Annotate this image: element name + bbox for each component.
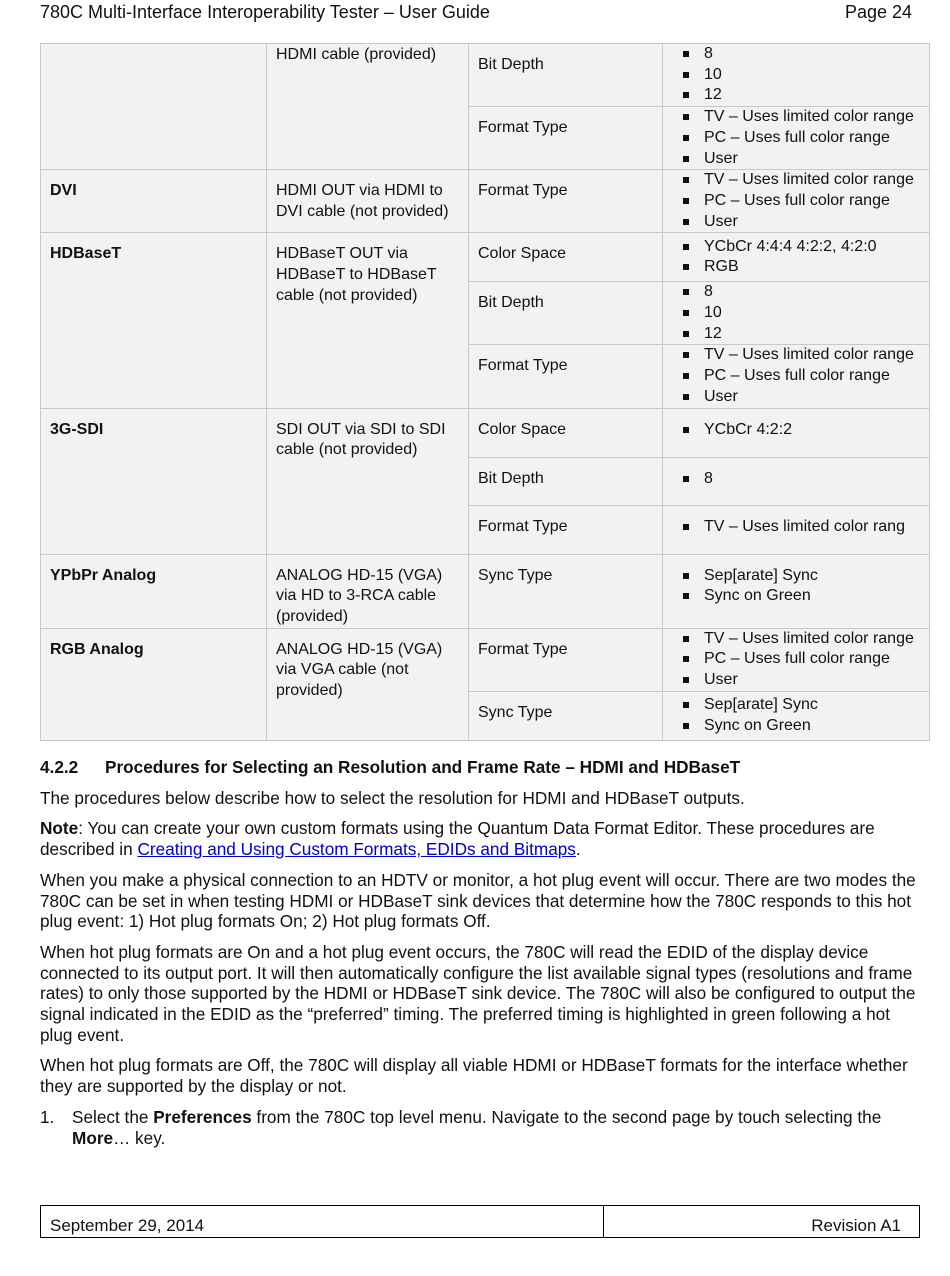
list-item: TV – Uses limited color range [672,345,920,366]
list-item: User [672,212,920,233]
list-item: User [672,670,920,691]
table-row [41,628,930,691]
parameter-cell: Color Space [469,233,663,282]
parameter-cell: Format Type [469,107,663,170]
options-cell [663,408,930,457]
list-item: Sync on Green [672,716,920,737]
connection-cell: ANALOG HD-15 (VGA) via VGA cable (not provided) [267,628,469,740]
footer-revision: Revision A1 [811,1216,901,1235]
step-text [72,1107,925,1148]
table-row [41,170,930,233]
page-number: Page 24 [844,1,912,22]
hot-plug-paragraph: When you make a physical connection to an HDTV or monitor, a hot plug event will occur. There are two modes the 780C can be set in when testing HDMI or HDBaseT sink devices that determine how the 780C responds to this hot plug event: 1) Hot plug formats On; 2) Hot plug formats Off. [40,869,916,932]
options-cell [663,554,930,628]
list-item: Sep[arate] Sync [672,695,920,716]
step-text-part: … key. [113,1127,166,1148]
step-number: 1. [40,1106,55,1127]
parameter-cell: Format Type [469,345,663,408]
hot-plug-on-paragraph: When hot plug formats are On and a hot plug event occurs, the 780C will read the EDID of the display device connected to its output port. It will then automatically configure the list available signal types (resolutions and frame rates) to only those supported by the HDMI or HDBaseT sink device. The 780C will also be configured to output the signal indicated in the EDID as the “preferred” timing. The preferred timing is highlighted in green following a hot plug event. [40,941,916,1045]
list-item: 10 [672,65,920,86]
options-cell [663,505,930,554]
document-title: 780C Multi-Interface Interoperability Tester – User Guide [40,1,490,22]
list-item: 8 [672,44,920,65]
options-cell [663,691,930,740]
options-cell [663,44,930,107]
table-row [41,554,930,628]
parameter-cell: Bit Depth [469,44,663,107]
list-item: PC – Uses full color range [672,191,920,212]
list-item: 8 [672,469,920,490]
section-content [40,757,925,1148]
list-item: User [672,387,920,408]
list-item: 12 [672,85,920,106]
parameter-cell: Bit Depth [469,457,663,505]
interface-cell: YPbPr Analog [41,554,267,628]
options-cell [663,345,930,408]
step-text-part: from the 780C top level menu. Navigate to the second page by touch selecting the [251,1106,882,1127]
options-cell [663,170,930,233]
list-item: User [672,149,920,170]
list-item: RGB [672,257,920,278]
table-row [41,44,930,107]
more-term: More [72,1127,114,1148]
list-item: TV – Uses limited color range [672,629,920,650]
list-item: YCbCr 4:4:4 4:2:2, 4:2:0 [672,237,920,258]
parameter-cell: Sync Type [469,691,663,740]
list-item: 8 [672,282,920,303]
footer-date: September 29, 2014 [41,1206,604,1237]
list-item: 12 [672,324,920,345]
parameter-cell: Bit Depth [469,282,663,345]
note-paragraph [40,818,925,859]
section-number: 4.2.2 [40,757,79,777]
parameter-cell: Format Type [469,505,663,554]
list-item: 10 [672,303,920,324]
list-item: PC – Uses full color range [672,128,920,149]
connection-cell: SDI OUT via SDI to SDI cable (not provided) [267,408,469,554]
list-item: YCbCr 4:2:2 [672,420,920,441]
connection-cell: HDMI OUT via HDMI to DVI cable (not provided) [267,170,469,233]
page-header [40,0,912,24]
options-cell [663,628,930,691]
section-title: Procedures for Selecting an Resolution and Frame Rate – HDMI and HDBaseT [105,757,741,777]
table-row [41,408,930,457]
list-item: TV – Uses limited color rang [672,517,920,538]
step-text-part: Select the [72,1106,154,1127]
note-end: . [575,839,581,860]
connection-cell: HDMI cable (provided) [267,44,469,170]
list-item: TV – Uses limited color range [672,170,920,191]
interface-cell: RGB Analog [41,628,267,740]
interface-cell: HDBaseT [41,233,267,408]
parameter-cell: Format Type [469,628,663,691]
parameter-cell: Sync Type [469,554,663,628]
step-item [40,1107,925,1148]
note-label: Note [40,818,79,839]
list-item: PC – Uses full color range [672,649,920,670]
list-item: Sync on Green [672,586,920,607]
connection-cell: ANALOG HD-15 (VGA) via HD to 3-RCA cable (provided) [267,554,469,628]
custom-formats-link[interactable]: Creating and Using Custom Formats, EDIDs and Bitmaps [137,839,576,860]
hot-plug-off-paragraph: When hot plug formats are Off, the 780C will display all viable HDMI or HDBaseT formats for the interface whether they are supported by the display or not. [40,1055,908,1097]
parameter-cell: Color Space [469,408,663,457]
list-item: TV – Uses limited color range [672,107,920,128]
interface-cell: DVI [41,170,267,233]
list-item: Sep[arate] Sync [672,566,920,587]
interface-cell [41,44,267,170]
options-cell [663,457,930,505]
parameter-cell: Format Type [469,170,663,233]
options-cell [663,107,930,170]
intro-paragraph: The procedures below describe how to select the resolution for HDMI and HDBaseT outputs. [40,787,745,808]
options-cell [663,233,930,282]
connection-cell: HDBaseT OUT via HDBaseT to HDBaseT cable (not provided) [267,233,469,408]
section-heading [40,757,925,778]
list-item: PC – Uses full color range [672,366,920,387]
page-footer [40,1205,920,1238]
interface-cell: 3G-SDI [41,408,267,554]
interface-settings-table [40,43,930,741]
table-row [41,233,930,282]
preferences-term: Preferences [153,1106,252,1127]
options-cell [663,282,930,345]
note-text: : You can create your own custom formats using the Quantum Data Format Editor. These procedures are described in [40,818,875,860]
